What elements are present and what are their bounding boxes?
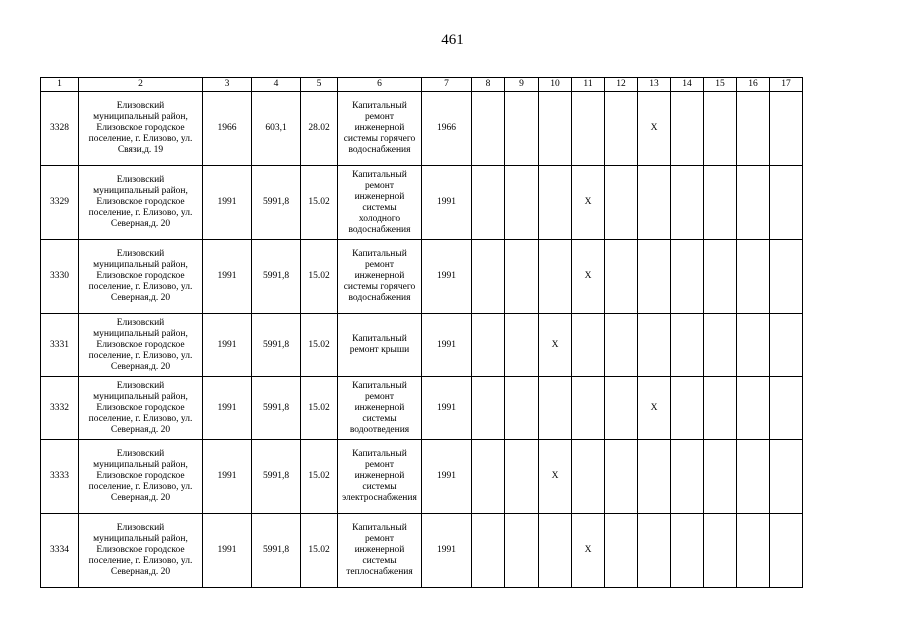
mark-cell [605,514,638,588]
mark-cell [472,240,505,314]
mark-cell [704,377,737,440]
mark-cell [671,377,704,440]
mark-cell [472,440,505,514]
column-header: 5 [301,78,338,92]
mark-cell [737,92,770,166]
year-cell: 1991 [422,240,472,314]
mark-cell [638,440,671,514]
mark-cell: X [539,440,572,514]
mark-cell [737,240,770,314]
column-header: 12 [605,78,638,92]
column-header: 8 [472,78,505,92]
row-number: 3333 [41,440,79,514]
table-row [41,314,803,377]
year-cell: 1991 [422,166,472,240]
mark-cell [770,514,803,588]
year-cell: 1991 [422,377,472,440]
mark-cell [539,166,572,240]
mark-cell [770,92,803,166]
mark-cell [472,92,505,166]
work-type-cell: Капитальный ремонт крыши [338,314,422,377]
area-cell: 5991,8 [252,514,301,588]
mark-cell: X [572,514,605,588]
mark-cell [704,240,737,314]
area-cell: 5991,8 [252,240,301,314]
header-row [41,78,803,92]
mark-cell: X [539,314,572,377]
mark-cell [472,314,505,377]
row-number: 3328 [41,92,79,166]
row-number: 3330 [41,240,79,314]
table-row [41,440,803,514]
row-number: 3334 [41,514,79,588]
address-cell: Елизовский муниципальный район, Елизовское городское поселение, г. Елизово, ул. Северная,д. 20 [79,314,203,377]
mark-cell [505,440,539,514]
mark-cell [737,377,770,440]
mark-cell [605,240,638,314]
column-header: 4 [252,78,301,92]
mark-cell [770,440,803,514]
area-cell: 5991,8 [252,314,301,377]
mark-cell: X [638,92,671,166]
mark-cell [605,440,638,514]
address-cell: Елизовский муниципальный район, Елизовское городское поселение, г. Елизово, ул. Северная,д. 20 [79,514,203,588]
area-cell: 5991,8 [252,440,301,514]
year-cell: 1991 [422,514,472,588]
year-built-cell: 1991 [203,440,252,514]
mark-cell [770,240,803,314]
year-cell: 1966 [422,92,472,166]
address-cell: Елизовский муниципальный район, Елизовское городское поселение, г. Елизово, ул. Северная,д. 20 [79,166,203,240]
column-header: 6 [338,78,422,92]
area-cell: 603,1 [252,92,301,166]
mark-cell [605,314,638,377]
code-cell: 28.02 [301,92,338,166]
row-number: 3331 [41,314,79,377]
page-number: 461 [441,32,464,48]
work-type-cell: Капитальный ремонт инженерной системы электроснабжения [338,440,422,514]
mark-cell [638,314,671,377]
column-header: 13 [638,78,671,92]
column-header: 16 [737,78,770,92]
column-header: 15 [704,78,737,92]
mark-cell [539,377,572,440]
repair-schedule-table [40,77,803,588]
year-cell: 1991 [422,440,472,514]
mark-cell [638,166,671,240]
mark-cell [572,92,605,166]
table-row [41,92,803,166]
row-number: 3332 [41,377,79,440]
mark-cell [671,166,704,240]
mark-cell [605,92,638,166]
table-row [41,377,803,440]
column-header: 17 [770,78,803,92]
year-built-cell: 1991 [203,314,252,377]
mark-cell [505,314,539,377]
mark-cell [770,377,803,440]
year-built-cell: 1966 [203,92,252,166]
mark-cell [472,514,505,588]
mark-cell [638,514,671,588]
mark-cell [671,240,704,314]
mark-cell [638,240,671,314]
column-header: 2 [79,78,203,92]
address-cell: Елизовский муниципальный район, Елизовское городское поселение, г. Елизово, ул. Связи,д. 19 [79,92,203,166]
year-cell: 1991 [422,314,472,377]
mark-cell [671,440,704,514]
mark-cell [671,514,704,588]
mark-cell [704,440,737,514]
area-cell: 5991,8 [252,377,301,440]
code-cell: 15.02 [301,240,338,314]
area-cell: 5991,8 [252,166,301,240]
table-row [41,240,803,314]
mark-cell [505,166,539,240]
mark-cell [671,92,704,166]
address-cell: Елизовский муниципальный район, Елизовское городское поселение, г. Елизово, ул. Северная,д. 20 [79,240,203,314]
column-header: 9 [505,78,539,92]
row-number: 3329 [41,166,79,240]
mark-cell: X [572,240,605,314]
mark-cell [472,166,505,240]
code-cell: 15.02 [301,166,338,240]
mark-cell [572,377,605,440]
mark-cell [572,440,605,514]
work-type-cell: Капитальный ремонт инженерной системы горячего водоснабжения [338,92,422,166]
column-header: 1 [41,78,79,92]
work-type-cell: Капитальный ремонт инженерной системы водоотведения [338,377,422,440]
table-row [41,166,803,240]
mark-cell [737,314,770,377]
mark-cell [572,314,605,377]
address-cell: Елизовский муниципальный район, Елизовское городское поселение, г. Елизово, ул. Северная,д. 20 [79,440,203,514]
mark-cell [704,514,737,588]
code-cell: 15.02 [301,377,338,440]
column-header: 7 [422,78,472,92]
mark-cell [539,240,572,314]
mark-cell [539,514,572,588]
mark-cell [737,514,770,588]
mark-cell [505,240,539,314]
mark-cell [505,92,539,166]
code-cell: 15.02 [301,514,338,588]
mark-cell [605,377,638,440]
mark-cell [472,377,505,440]
mark-cell [505,514,539,588]
mark-cell [539,92,572,166]
mark-cell [737,440,770,514]
work-type-cell: Капитальный ремонт инженерной системы холодного водоснабжения [338,166,422,240]
table-row [41,514,803,588]
mark-cell [605,166,638,240]
mark-cell: X [572,166,605,240]
mark-cell [737,166,770,240]
year-built-cell: 1991 [203,514,252,588]
column-header: 10 [539,78,572,92]
code-cell: 15.02 [301,314,338,377]
year-built-cell: 1991 [203,240,252,314]
column-header: 14 [671,78,704,92]
code-cell: 15.02 [301,440,338,514]
column-header: 3 [203,78,252,92]
work-type-cell: Капитальный ремонт инженерной системы горячего водоснабжения [338,240,422,314]
mark-cell [704,166,737,240]
mark-cell [770,314,803,377]
mark-cell [671,314,704,377]
column-header: 11 [572,78,605,92]
mark-cell [505,377,539,440]
year-built-cell: 1991 [203,377,252,440]
work-type-cell: Капитальный ремонт инженерной системы теплоснабжения [338,514,422,588]
mark-cell [704,92,737,166]
address-cell: Елизовский муниципальный район, Елизовское городское поселение, г. Елизово, ул. Северная,д. 20 [79,377,203,440]
year-built-cell: 1991 [203,166,252,240]
mark-cell [704,314,737,377]
mark-cell [770,166,803,240]
mark-cell: X [638,377,671,440]
